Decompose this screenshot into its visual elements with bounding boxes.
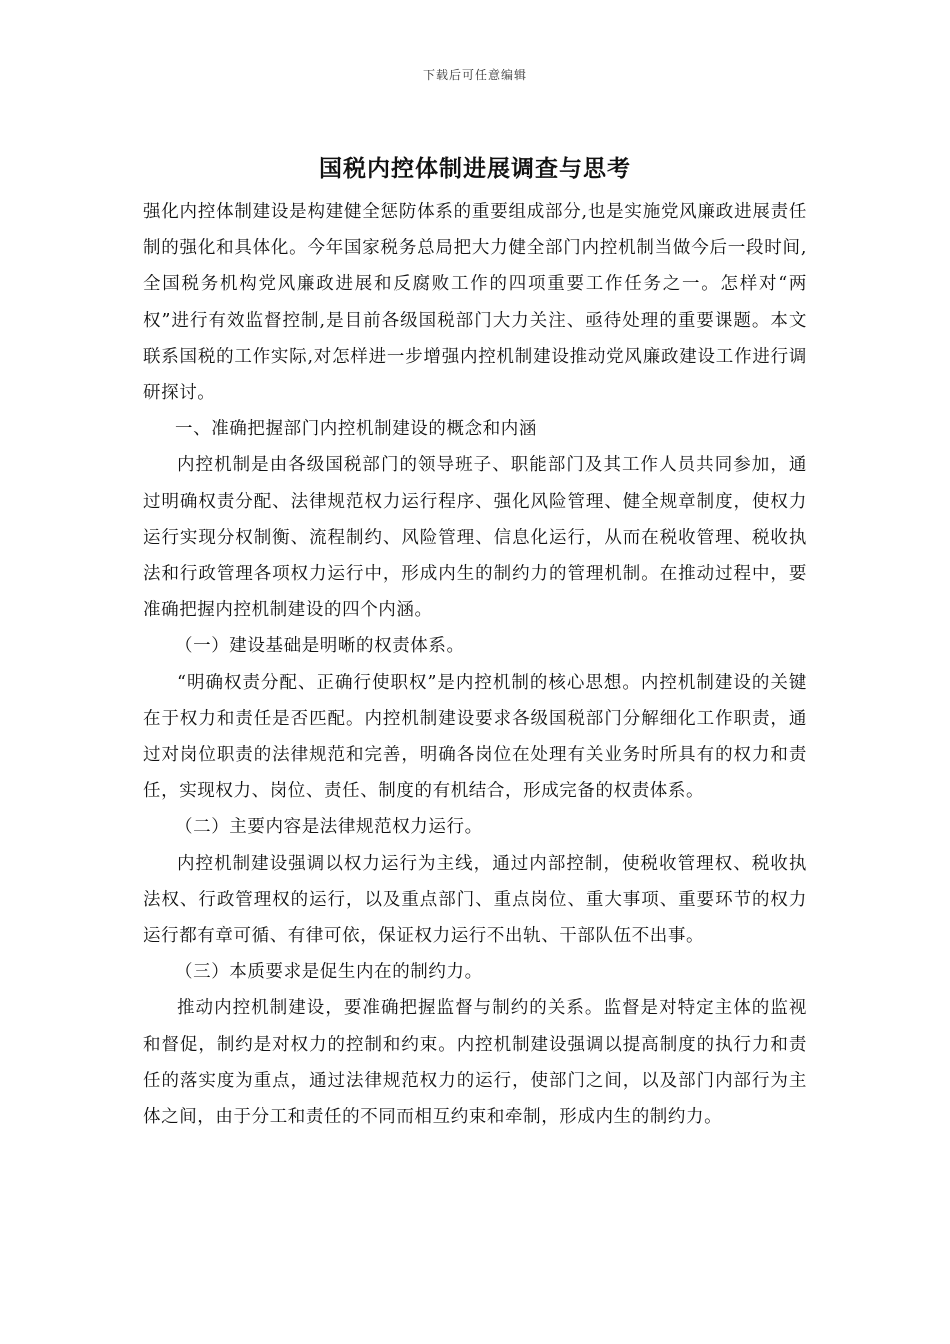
document-body <box>143 194 807 1135</box>
subsection-heading-2: （二）主要内容是法律规范权力运行。 <box>175 817 483 838</box>
section-paragraph-1: 内控机制是由各级国税部门的领导班子、职能部门及其工作人员共同参加，通过明确权责分配、法律规范权力运行程序、强化风险管理、健全规章制度，使权力运行实现分权制衡、流程制约、风险管理、信息化运行，从而在税收管理、税收执法和行政管理各项权力运行中，形成内生的制约力的管理机制。在推动过程中，要准确把握内控机制建设的四个内涵。 <box>143 455 807 621</box>
header-note: 下载后可任意编辑 <box>422 68 527 82</box>
document-title: 国税内控体制进展调查与思考 <box>319 156 631 182</box>
subsection-paragraph-3: 推动内控机制建设，要准确把握监督与制约的关系。监督是对特定主体的监视和督促，制约是对权力的控制和约束。内控机制建设强调以提高制度的执行力和责任的落实度为重点，通过法律规范权力的运行，使部门之间，以及部门内部行为主体之间，由于分工和责任的不同而相互约束和牵制，形成内生的制约力。 <box>143 998 807 1128</box>
intro-paragraph: 强化内控体制建设是构建健全惩防体系的重要组成部分,也是实施党风廉政进展责任制的强化和具体化。今年国家税务总局把大力健全部门内控机制当做今后一段时间,全国税务机构党风廉政进展和反腐败工作的四项重要工作任务之一。怎样对“两权”进行有效监督控制,是目前各级国税部门大力关注、亟待处理的重要课题。本文联系国税的工作实际,对怎样进一步增强内控机制建设推动党风廉政建设工作进行调研探讨。 <box>143 202 807 404</box>
section-heading-1: 一、准确把握部门内控机制建设的概念和内涵 <box>175 419 537 440</box>
subsection-heading-1: （一）建设基础是明晰的权责体系。 <box>175 636 465 657</box>
subsection-heading-3: （三）本质要求是促生内在的制约力。 <box>175 962 483 983</box>
subsection-paragraph-2: 内控机制建设强调以权力运行为主线，通过内部控制，使税收管理权、税收执法权、行政管理权的运行，以及重点部门、重点岗位、重大事项、重要环节的权力运行都有章可循、有律可依，保证权力运行不出轨、干部队伍不出事。 <box>143 853 807 947</box>
subsection-paragraph-1: “明确权责分配、正确行使职权”是内控机制的核心思想。内控机制建设的关键在于权力和责任是否匹配。内控机制建设要求各级国税部门分解细化工作职责，通过对岗位职责的法律规范和完善，明确各岗位在处理有关业务时所具有的权力和责任，实现权力、岗位、责任、制度的有机结合，形成完备的权责体系。 <box>143 672 807 802</box>
